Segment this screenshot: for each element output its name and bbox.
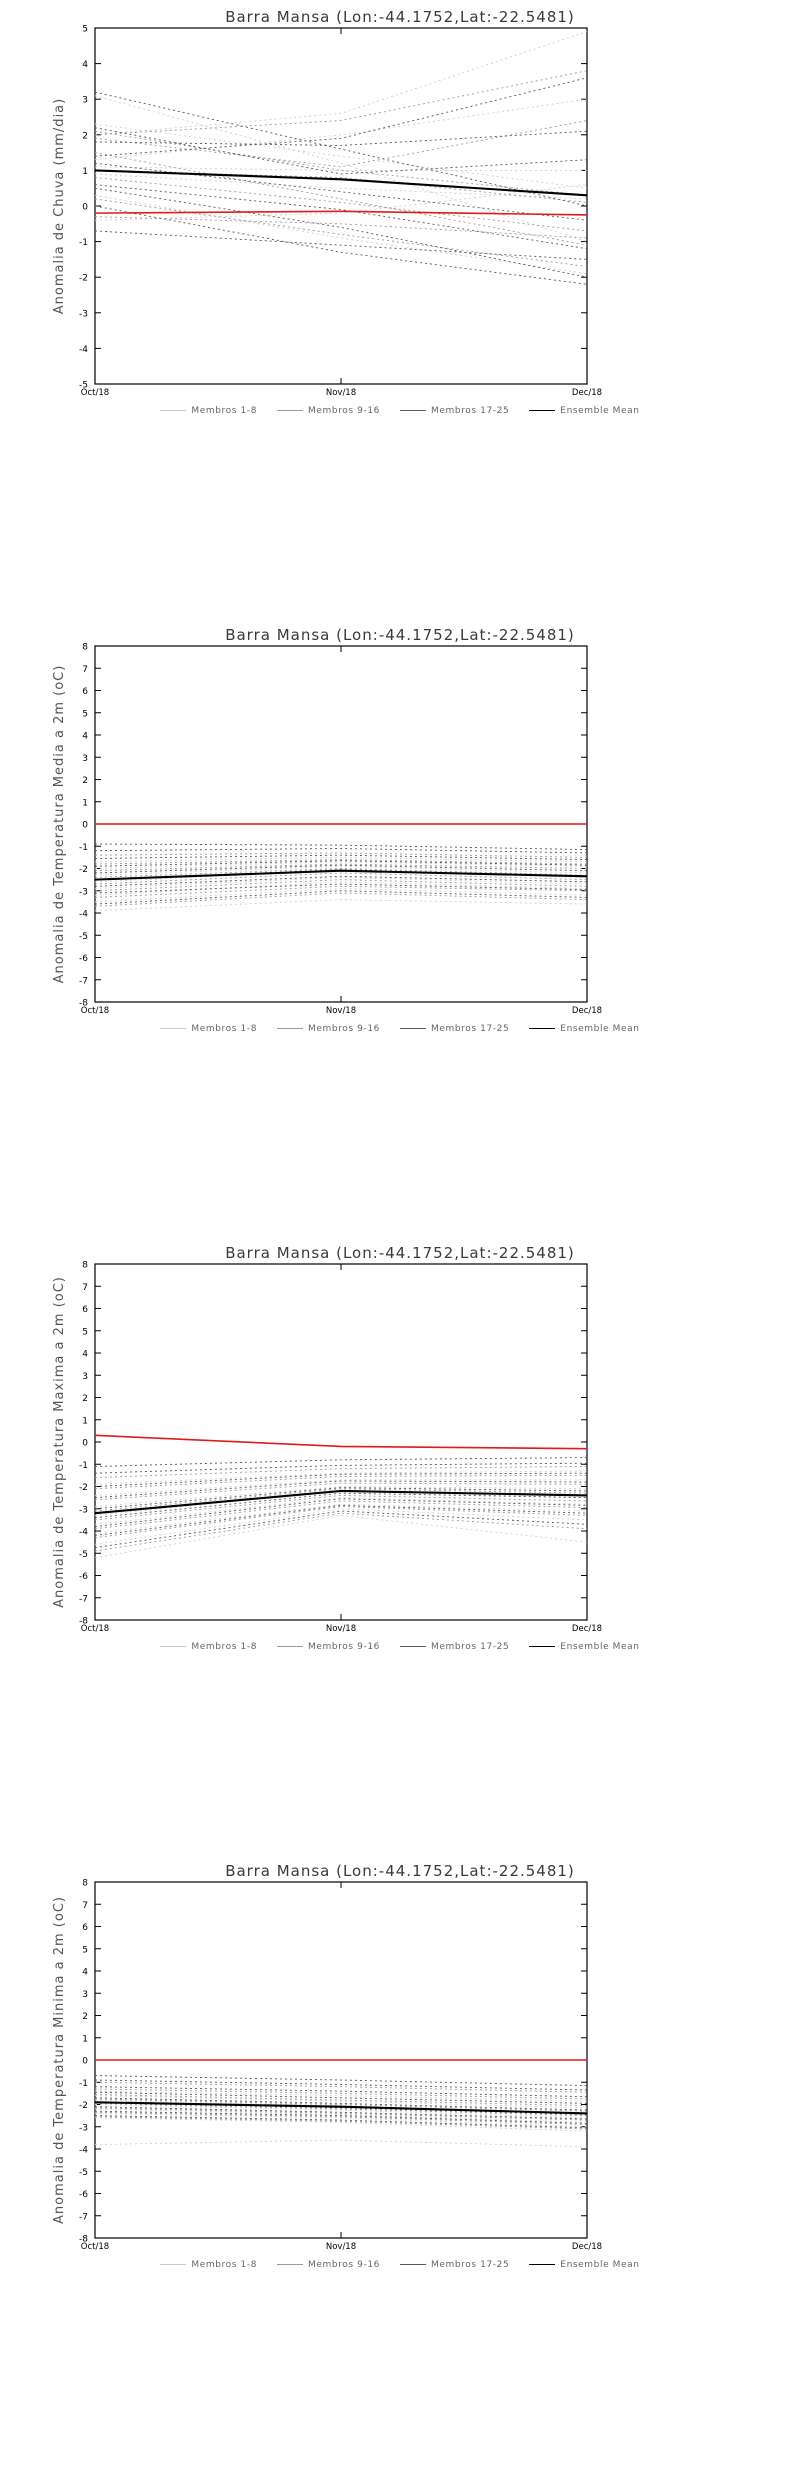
svg-text:5: 5 [82, 24, 88, 35]
chart-svg-temp-media [0, 618, 800, 1236]
y-axis-label-temp-maxima: Anomalia de Temperatura Maxima a 2m (oC) [52, 1276, 67, 1608]
svg-text:4: 4 [82, 731, 88, 742]
chart-panel-temp-maxima [0, 1236, 800, 1854]
svg-text:3: 3 [82, 1989, 88, 2000]
chart-legend [0, 406, 800, 417]
svg-text:-7: -7 [79, 1594, 88, 1605]
page-title: Barra Mansa (Lon:-44.1752,Lat:-22.5481) [225, 1862, 575, 1880]
svg-text:-6: -6 [79, 2190, 88, 2200]
svg-text:7: 7 [82, 1900, 88, 1911]
chart-legend [0, 2260, 800, 2271]
svg-text:-8: -8 [79, 1616, 88, 1627]
legend-label: Membros 9-16 [308, 2260, 380, 2270]
svg-text:4: 4 [82, 1967, 88, 1978]
svg-text:Oct/18: Oct/18 [80, 388, 110, 398]
legend-item [529, 406, 639, 416]
legend-swatch-icon [277, 1646, 303, 1647]
svg-text:2: 2 [82, 1394, 88, 1404]
legend-swatch-icon [277, 1028, 303, 1029]
chart-legend [0, 1642, 800, 1653]
legend-label: Ensemble Mean [560, 2260, 640, 2270]
svg-text:-5: -5 [79, 931, 88, 942]
svg-text:7: 7 [82, 664, 88, 675]
svg-text:-1: -1 [79, 842, 88, 853]
legend-swatch-icon [529, 2264, 555, 2265]
svg-text:0: 0 [82, 2056, 88, 2067]
legend-swatch-icon [400, 1028, 426, 1029]
legend-label: Membros 17-25 [430, 1024, 510, 1034]
svg-text:Nov/18: Nov/18 [325, 1624, 357, 1634]
svg-text:4: 4 [82, 60, 88, 71]
svg-text:6: 6 [82, 687, 88, 697]
plot-area-temp-minima [0, 1854, 800, 2472]
svg-text:1: 1 [82, 1416, 88, 1427]
svg-text:0: 0 [82, 820, 88, 831]
svg-text:-4: -4 [79, 2145, 88, 2156]
svg-text:Oct/18: Oct/18 [80, 2242, 110, 2252]
page-title: Barra Mansa (Lon:-44.1752,Lat:-22.5481) [225, 626, 575, 644]
legend-swatch-icon [529, 1028, 555, 1029]
svg-text:Oct/18: Oct/18 [80, 1624, 110, 1634]
legend-label: Membros 9-16 [308, 406, 380, 416]
svg-text:2: 2 [82, 776, 88, 786]
legend-label: Ensemble Mean [560, 1642, 640, 1652]
svg-text:Oct/18: Oct/18 [80, 1006, 110, 1016]
svg-text:-3: -3 [79, 309, 88, 320]
chart-svg-temp-maxima [0, 1236, 800, 1854]
svg-text:0: 0 [82, 1438, 88, 1449]
svg-text:6: 6 [82, 1305, 88, 1315]
legend-item [160, 406, 257, 416]
chart-svg-temp-minima [0, 1854, 800, 2472]
legend-item [529, 2260, 639, 2270]
svg-text:-4: -4 [79, 909, 88, 920]
legend-swatch-icon [160, 1028, 186, 1029]
svg-text:0: 0 [82, 202, 88, 213]
svg-text:6: 6 [82, 1923, 88, 1933]
svg-text:2: 2 [82, 131, 88, 142]
legend-swatch-icon [400, 410, 426, 411]
legend-swatch-icon [160, 2264, 186, 2265]
legend-item [160, 1642, 257, 1652]
svg-text:-7: -7 [79, 976, 88, 987]
legend-label: Membros 1-8 [191, 2260, 258, 2270]
legend-item [400, 2260, 509, 2270]
legend-swatch-icon [400, 2264, 426, 2265]
svg-text:Nov/18: Nov/18 [325, 2242, 357, 2252]
legend-item [160, 2260, 257, 2270]
svg-text:-6: -6 [79, 954, 88, 964]
chart-panel-temp-media [0, 618, 800, 1236]
svg-text:-4: -4 [79, 1527, 88, 1538]
svg-text:-2: -2 [79, 865, 88, 875]
svg-text:3: 3 [82, 95, 88, 106]
legend-label: Membros 9-16 [308, 1642, 380, 1652]
svg-text:Dec/18: Dec/18 [571, 2242, 603, 2252]
y-axis-label-temp-minima: Anomalia de Temperatura Minima a 2m (oC) [52, 1896, 67, 2224]
plot-area-temp-maxima [0, 1236, 800, 1854]
legend-item [400, 1024, 509, 1034]
svg-text:Dec/18: Dec/18 [571, 1006, 603, 1016]
svg-text:-3: -3 [79, 887, 88, 898]
svg-text:-8: -8 [79, 998, 88, 1009]
svg-text:8: 8 [82, 1260, 88, 1271]
svg-text:3: 3 [82, 1371, 88, 1382]
svg-text:1: 1 [82, 166, 88, 177]
chart-legend [0, 1024, 800, 1035]
svg-text:-1: -1 [79, 1460, 88, 1471]
svg-text:5: 5 [82, 1327, 88, 1338]
svg-text:-1: -1 [79, 238, 88, 249]
legend-swatch-icon [160, 410, 186, 411]
legend-swatch-icon [400, 1646, 426, 1647]
svg-text:-8: -8 [79, 2234, 88, 2245]
legend-label: Ensemble Mean [560, 1024, 640, 1034]
svg-text:-2: -2 [79, 273, 88, 284]
svg-text:-2: -2 [79, 1483, 88, 1493]
legend-item [277, 406, 380, 416]
legend-label: Membros 17-25 [430, 2260, 510, 2270]
svg-text:-4: -4 [79, 344, 88, 355]
svg-text:-1: -1 [79, 2078, 88, 2089]
legend-swatch-icon [160, 1646, 186, 1647]
svg-text:-7: -7 [79, 2212, 88, 2223]
chart-panel-precipitation [0, 0, 800, 618]
svg-text:-5: -5 [79, 380, 88, 391]
svg-text:5: 5 [82, 709, 88, 720]
legend-swatch-icon [277, 2264, 303, 2265]
svg-text:-2: -2 [79, 2101, 88, 2111]
legend-item [529, 1642, 639, 1652]
svg-text:Dec/18: Dec/18 [571, 388, 603, 398]
svg-text:Nov/18: Nov/18 [325, 388, 357, 398]
svg-text:2: 2 [82, 2012, 88, 2022]
legend-label: Membros 17-25 [430, 1642, 510, 1652]
legend-label: Ensemble Mean [560, 406, 640, 416]
svg-text:Dec/18: Dec/18 [571, 1624, 603, 1634]
page-title: Barra Mansa (Lon:-44.1752,Lat:-22.5481) [225, 8, 575, 26]
legend-label: Membros 17-25 [430, 406, 510, 416]
legend-item [277, 2260, 380, 2270]
svg-text:-5: -5 [79, 2167, 88, 2178]
legend-label: Membros 1-8 [191, 1024, 258, 1034]
svg-text:4: 4 [82, 1349, 88, 1360]
plot-area-precipitation [0, 0, 800, 618]
plot-area-temp-media [0, 618, 800, 1236]
legend-label: Membros 9-16 [308, 1024, 380, 1034]
svg-text:3: 3 [82, 753, 88, 764]
legend-item [529, 1024, 639, 1034]
svg-text:-6: -6 [79, 1572, 88, 1582]
y-axis-label-temp-media: Anomalia de Temperatura Media a 2m (oC) [52, 664, 67, 984]
legend-item [277, 1642, 380, 1652]
chart-svg-precipitation [0, 0, 800, 618]
svg-text:5: 5 [82, 1945, 88, 1956]
svg-text:8: 8 [82, 642, 88, 653]
svg-text:-3: -3 [79, 1505, 88, 1516]
legend-item [400, 1642, 509, 1652]
svg-text:-5: -5 [79, 1549, 88, 1560]
svg-text:1: 1 [82, 2034, 88, 2045]
legend-swatch-icon [529, 1646, 555, 1647]
legend-item [277, 1024, 380, 1034]
svg-text:1: 1 [82, 798, 88, 809]
svg-text:8: 8 [82, 1878, 88, 1889]
legend-swatch-icon [277, 410, 303, 411]
chart-panel-temp-minima [0, 1854, 800, 2472]
legend-label: Membros 1-8 [191, 1642, 258, 1652]
y-axis-label-precipitation: Anomalia de Chuva (mm/dia) [52, 97, 67, 315]
svg-text:Nov/18: Nov/18 [325, 1006, 357, 1016]
svg-text:7: 7 [82, 1282, 88, 1293]
legend-item [400, 406, 509, 416]
legend-label: Membros 1-8 [191, 406, 258, 416]
legend-item [160, 1024, 257, 1034]
svg-text:-3: -3 [79, 2123, 88, 2134]
page-title: Barra Mansa (Lon:-44.1752,Lat:-22.5481) [225, 1244, 575, 1262]
legend-swatch-icon [529, 410, 555, 411]
